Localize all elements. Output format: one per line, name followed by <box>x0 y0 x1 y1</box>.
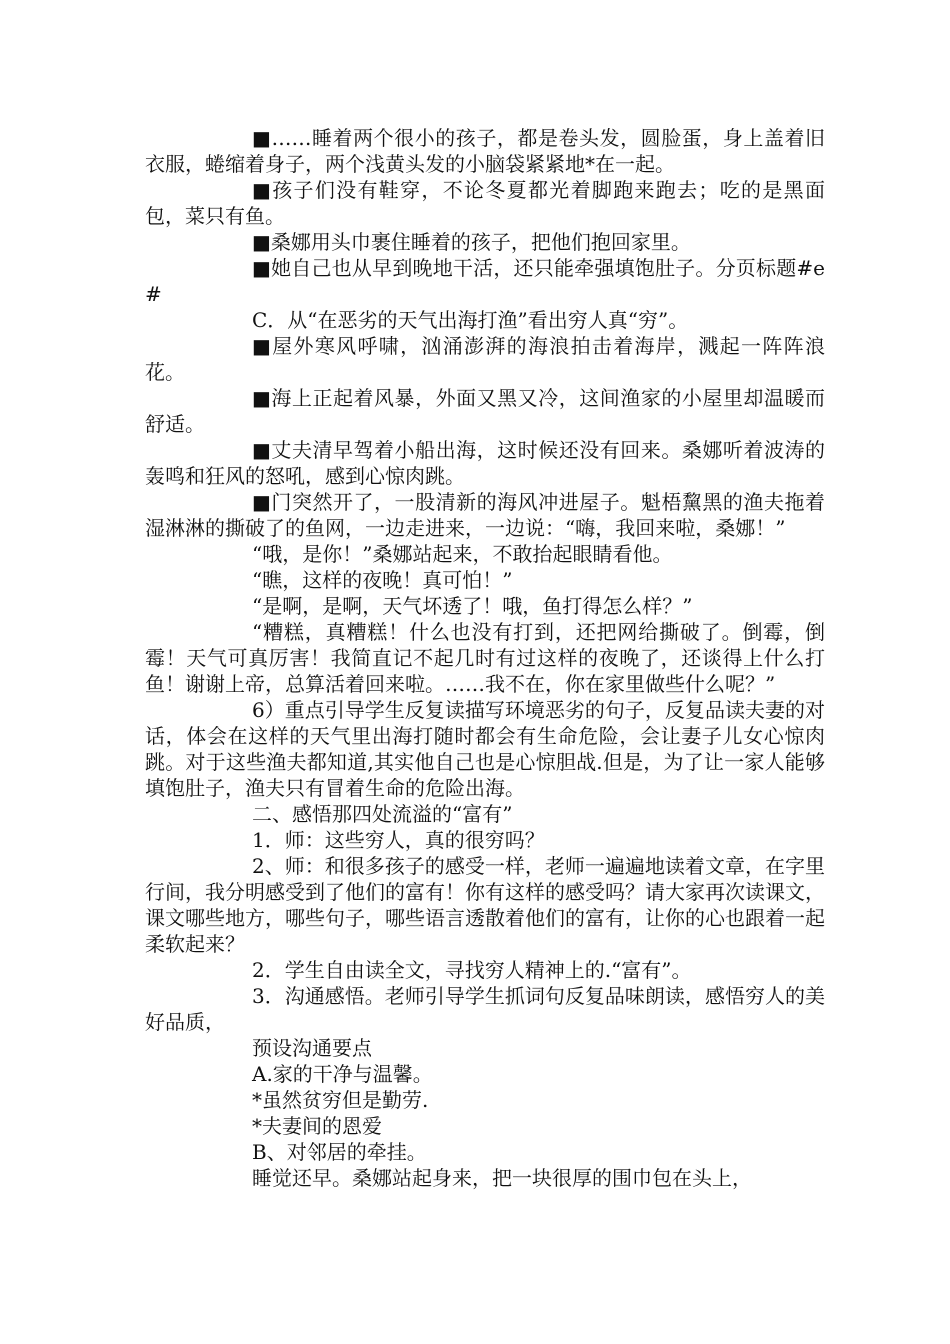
paragraph-16: 1．师：这些穷人，真的很穷吗？ <box>252 828 545 852</box>
paragraph-23: *夫妻间的恩爱 <box>252 1114 382 1138</box>
paragraph-24: B、对邻居的牵挂。 <box>252 1140 427 1164</box>
paragraph-9: ■门突然开了，一股清新的海风冲进屋子。魁梧黧黑的渔夫拖着湿淋淋的撕破了的鱼网，一边走进来，一边说：“嗨，我回来啦，桑娜！” <box>145 490 825 540</box>
document-body <box>145 125 825 1191</box>
paragraph-8: ■丈夫清早驾着小船出海，这时候还没有回来。桑娜听着波涛的轰鸣和狂风的怒吼，感到心惊肉跳。 <box>145 438 825 488</box>
paragraph-3: ■桑娜用头巾裹住睡着的孩子，把他们抱回家里。 <box>252 230 691 254</box>
paragraph-6: ■屋外寒风呼啸，汹涌澎湃的海浪拍击着海岸，溅起一阵阵浪花。 <box>145 334 825 384</box>
paragraph-11: “瞧，这样的夜晚！真可怕！” <box>252 568 513 592</box>
paragraph-2: ■孩子们没有鞋穿，不论冬夏都光着脚跑来跑去；吃的是黑面包，菜只有鱼。 <box>145 178 825 228</box>
paragraph-19: 3．沟通感悟。老师引导学生抓词句反复品味朗读，感悟穷人的美好品质， <box>145 984 825 1034</box>
paragraph-25: 睡觉还早。桑娜站起身来，把一块很厚的围巾包在头上， <box>252 1166 752 1190</box>
paragraph-18: 2．学生自由读全文，寻找穷人精神上的.“富有”。 <box>252 958 692 982</box>
paragraph-12: “是啊，是啊，天气坏透了！哦，鱼打得怎么样？” <box>252 594 693 618</box>
section-heading: 二、感悟那四处流溢的“富有” <box>252 802 513 826</box>
paragraph-14: 6）重点引导学生反复读描写环境恶劣的句子，反复品读夫妻的对话，体会在这样的天气里出海打随时都会有生命危险，会让妻子儿女心惊肉跳。对于这些渔夫都知道,其实他自己也是心惊胆战.但是，为了让一家人能够填饱肚子，渔夫只有冒着生命的危险出海。 <box>145 698 825 800</box>
paragraph-7: ■海上正起着风暴，外面又黑又冷，这间渔家的小屋里却温暖而舒适。 <box>145 386 825 436</box>
paragraph-13: “糟糕，真糟糕！什么也没有打到，还把网给撕破了。倒霉，倒霉！天气可真厉害！我简直记不起几时有过这样的夜晚了，还谈得上什么打鱼！谢谢上帝，总算活着回来啦。……我不在，你在家里做些什么呢？” <box>145 620 825 696</box>
paragraph-4: ■她自己也从早到晚地干活，还只能牵强填饱肚子。分页标题#e# <box>145 256 825 306</box>
paragraph-17: 2、师：和很多孩子的感受一样，老师一遍遍地读着文章，在字里行间，我分明感受到了他们的富有！你有这样的感受吗？请大家再次读课文，课文哪些地方，哪些句子，哪些语言透散着他们的富有，让你的心也跟着一起柔软起来？ <box>145 854 825 956</box>
paragraph-22: *虽然贫穷但是勤劳. <box>252 1088 429 1112</box>
paragraph-5: C．从“在恶劣的天气出海打渔”看出穷人真“穷”。 <box>252 308 689 332</box>
paragraph-1: ■……睡着两个很小的孩子，都是卷头发，圆脸蛋，身上盖着旧衣服，蜷缩着身子，两个浅黄头发的小脑袋紧紧地*在一起。 <box>145 126 825 176</box>
paragraph-21: A.家的干净与温馨。 <box>252 1062 433 1086</box>
paragraph-20: 预设沟通要点 <box>252 1036 372 1060</box>
paragraph-10: “哦，是你！”桑娜站起来，不敢抬起眼睛看他。 <box>252 542 673 566</box>
